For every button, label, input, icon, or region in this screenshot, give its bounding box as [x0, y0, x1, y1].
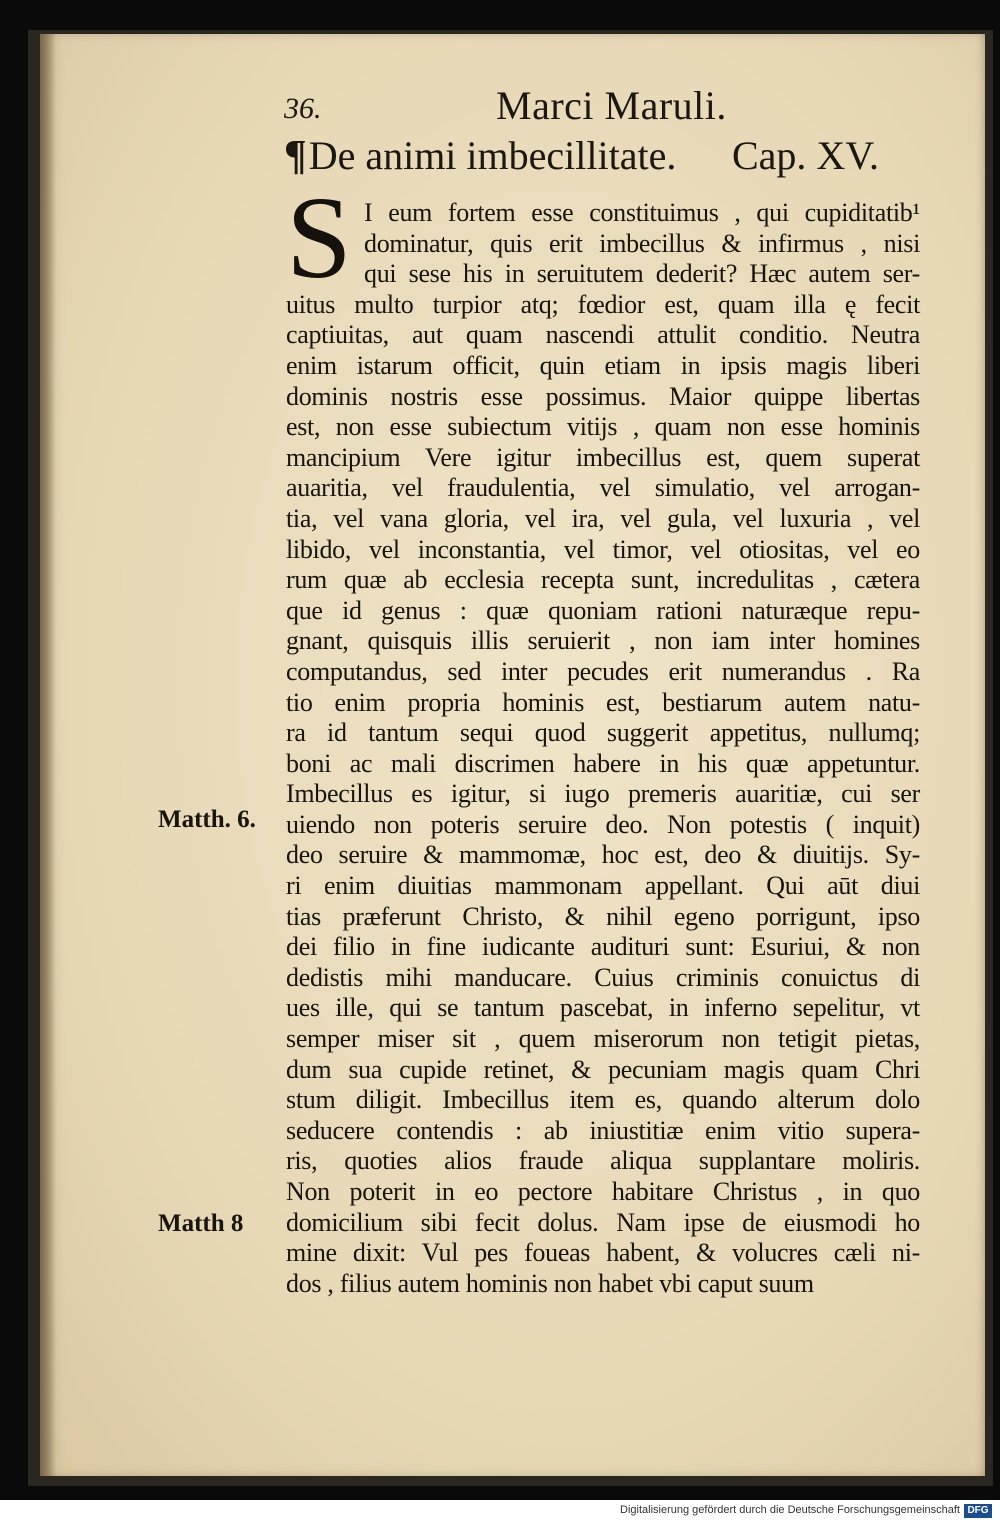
text-line: stum diligit. Imbecillus item es, quando alterum dolo [286, 1085, 920, 1115]
text-line: Non poterit in eo pectore habitare Christus , in quo [286, 1177, 920, 1206]
text-line: dei filio in fine iudicante audituri sunt: Esuriui, & non [286, 932, 920, 962]
page-gutter-shadow [40, 34, 56, 1476]
text-line: mine dixit: Vul pes foueas habent, & volucres cæli ni- [286, 1238, 920, 1268]
pilcrow-mark: ¶ [284, 133, 307, 179]
text-line: auaritia, vel fraudulentia, vel simulatio, vel arrogan- [286, 473, 920, 503]
chapter-heading [284, 132, 944, 184]
text-line: uitus multo turpior atq; fœdior est, quam illa ę fecit [286, 289, 920, 319]
page-header [284, 82, 924, 128]
text-line: dos , filius autem hominis non habet vbi caput suum [286, 1268, 814, 1298]
dfg-logo: DFG [964, 1504, 992, 1518]
text-line: que id genus : quæ quoniam rationi naturæque repu- [286, 595, 920, 625]
running-head: Marci Maruli. [496, 83, 727, 128]
text-line: ra id tantum sequi quod suggerit appetitus, nullumq; [286, 718, 920, 748]
page-number: 36. [284, 92, 322, 125]
text-line: gnant, quisquis illis seruierit , non iam inter homines [286, 626, 920, 656]
drop-cap-initial: S [286, 192, 352, 284]
text-line: domicilium sibi fecit dolus. Nam ipse de eiusmodi ho [286, 1207, 920, 1237]
text-line: computandus, sed inter pecudes erit numerandus . Ra [286, 656, 920, 686]
margin-note: Matth. 6. [158, 806, 256, 833]
text-line: dum sua cupide retinet, & pecuniam magis quam Chri [286, 1054, 920, 1084]
text-line: uiendo non poteris seruire deo. Non potestis ( inquit) [286, 809, 920, 839]
chapter-title: De animi imbecillitate. [308, 133, 677, 178]
text-line: est, non esse subiectum vitijs , quam non esse hominis [286, 412, 920, 442]
text-line: tia, vel vana gloria, vel ira, vel gula, vel luxuria , vel [286, 503, 920, 533]
digitization-footer [0, 1500, 1000, 1524]
text-line: ues ille, qui se tantum pascebat, in inferno sepelitur, vt [286, 993, 920, 1023]
text-line: tio enim propria hominis est, bestiarum autem natu- [286, 687, 920, 717]
funding-credit: Digitalisierung gefördert durch die Deutsche Forschungsgemeinschaft [620, 1504, 960, 1516]
text-line: dominatur, quis erit imbecillus & infirmus , nisi [364, 228, 920, 258]
text-line: captiuitas, aut quam nascendi attulit conditio. Neutra [286, 320, 920, 350]
text-line: deo seruire & mammomæ, hoc est, deo & diuitijs. Sy- [286, 840, 920, 870]
text-line: dedistis mihi manducare. Cuius criminis conuictus di [286, 962, 920, 992]
text-line: rum quæ ab ecclesia recepta sunt, incredulitas , cætera [286, 565, 920, 595]
text-line: mancipium Vere igitur imbecillus est, quem superat [286, 442, 920, 472]
text-line: seducere contendis : ab iniustitiæ enim vitio supera- [286, 1115, 920, 1145]
body-text [286, 198, 920, 1299]
margin-note: Matth 8 [158, 1210, 244, 1237]
text-line: tias præferunt Christo, & nihil egeno porrigunt, ipso [286, 901, 920, 931]
text-line: ri enim diuitias mammonam appellant. Qui aūt diui [286, 871, 920, 901]
chapter-number: Cap. XV. [732, 133, 880, 178]
text-line: enim istarum officit, quin etiam in ipsis magis liberi [286, 350, 920, 380]
text-line: libido, vel inconstantia, vel timor, vel otiositas, vel eo [286, 534, 920, 564]
text-line: Imbecillus es igitur, si iugo premeris auaritiæ, cui ser [286, 779, 920, 809]
text-line: boni ac mali discrimen habere in his quæ appetuntur. [286, 748, 920, 778]
text-line: I eum fortem esse constituimus , qui cupiditatib¹ [364, 198, 920, 227]
text-line: qui sese his in seruitutem dederit? Hæc autem ser- [364, 259, 920, 289]
text-line: dominis nostris esse possimus. Maior quippe libertas [286, 381, 920, 411]
text-line: semper miser sit , quem miserorum non tetigit pietas, [286, 1024, 920, 1054]
text-line: ris, quoties alios fraude aliqua supplantare moliris. [286, 1146, 920, 1176]
